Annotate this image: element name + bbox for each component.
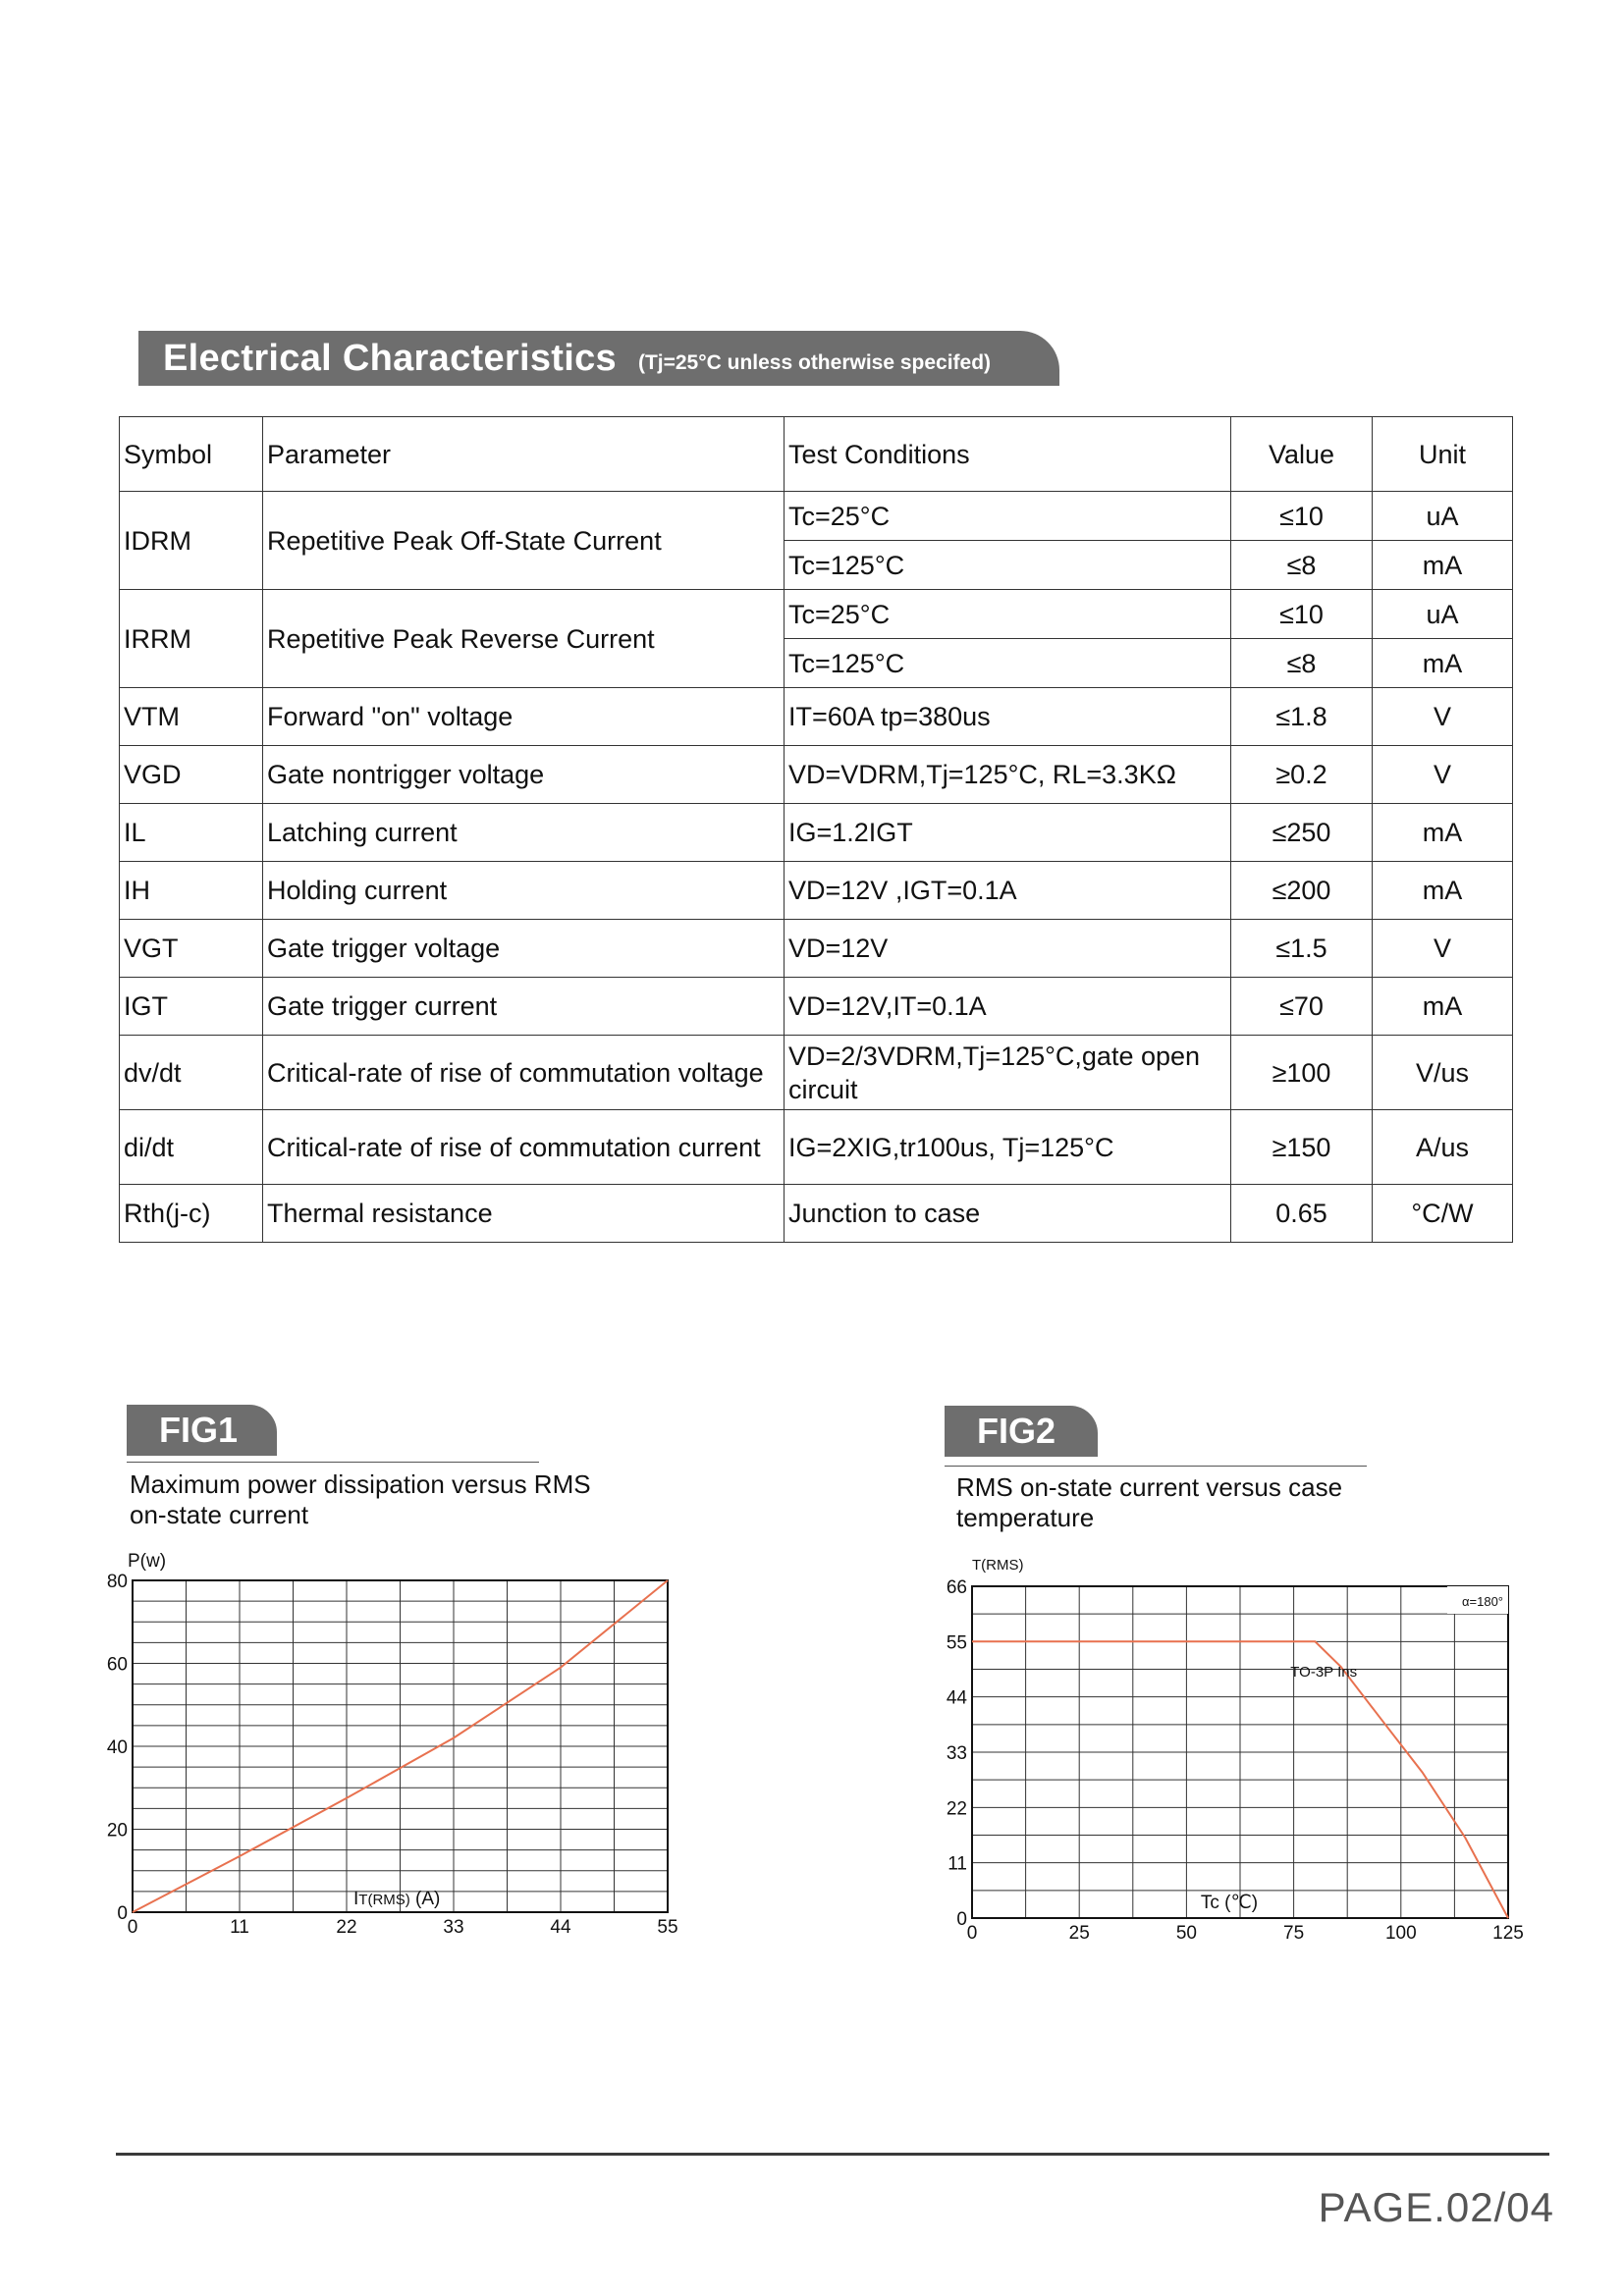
x-tick-label: 55 — [657, 1917, 678, 1938]
parameter-cell: Holding current — [263, 862, 785, 920]
condition-cell: VD=12V — [785, 920, 1231, 978]
symbol-cell: dv/dt — [120, 1036, 263, 1110]
x-tick-label: 50 — [1175, 1923, 1197, 1944]
condition-cell: VD=VDRM,Tj=125°C, RL=3.3KΩ — [785, 746, 1231, 804]
symbol-cell: VTM — [120, 688, 263, 746]
x-tick-label: 44 — [550, 1917, 571, 1938]
fig2-caption — [956, 1472, 1342, 1533]
fig1-caption-line1: Maximum power dissipation versus RMS — [130, 1469, 591, 1499]
symbol-cell: VGT — [120, 920, 263, 978]
grid — [972, 1586, 1508, 1918]
fig2-caption-line1: RMS on-state current versus case — [956, 1472, 1343, 1502]
condition-cell: VD=12V,IT=0.1A — [785, 978, 1231, 1036]
unit-cell: V — [1373, 688, 1513, 746]
table-row — [120, 1036, 1513, 1110]
column-header: Symbol — [120, 417, 263, 492]
table-row — [120, 590, 1513, 639]
y-tick-label: 20 — [106, 1820, 128, 1842]
condition-cell: IT=60A tp=380us — [785, 688, 1231, 746]
page-number: PAGE.02/04 — [1318, 2184, 1554, 2230]
value-cell: ≤70 — [1231, 978, 1373, 1036]
x-tick-label: 22 — [336, 1917, 357, 1938]
unit-cell: mA — [1373, 541, 1513, 590]
fig2-caption-line2: temperature — [956, 1503, 1095, 1532]
table-row — [120, 978, 1513, 1036]
parameter-cell: Critical-rate of rise of commutation voltage — [263, 1036, 785, 1110]
symbol-cell: IL — [120, 804, 263, 862]
table-row — [120, 920, 1513, 978]
condition-cell: VD=12V ,IGT=0.1A — [785, 862, 1231, 920]
y-tick-label: 40 — [106, 1737, 128, 1758]
column-header: Test Conditions — [785, 417, 1231, 492]
footer-divider — [116, 2153, 1549, 2156]
x-tick-label: 25 — [1068, 1923, 1090, 1944]
y-tick-label: 80 — [106, 1572, 128, 1592]
unit-cell: uA — [1373, 590, 1513, 639]
table-row — [120, 492, 1513, 541]
column-header: Value — [1231, 417, 1373, 492]
condition-cell: VD=2/3VDRM,Tj=125°C,gate open circuit — [785, 1036, 1231, 1110]
unit-cell: V — [1373, 746, 1513, 804]
grid — [133, 1580, 668, 1912]
x-tick-label: 125 — [1492, 1923, 1524, 1944]
symbol-cell: di/dt — [120, 1110, 263, 1185]
table-row — [120, 688, 1513, 746]
unit-cell: °C/W — [1373, 1185, 1513, 1243]
table-header-row — [120, 417, 1513, 492]
value-cell: ≤8 — [1231, 639, 1373, 688]
legend-label: α=180° — [1462, 1594, 1503, 1609]
y-tick-label: 22 — [946, 1798, 967, 1820]
symbol-cell: IH — [120, 862, 263, 920]
fig1-caption — [130, 1469, 591, 1530]
series-annotation: TO-3P Ins — [1290, 1664, 1358, 1682]
unit-cell: A/us — [1373, 1110, 1513, 1185]
x-tick-label: 100 — [1384, 1923, 1417, 1944]
condition-cell: Tc=25°C — [785, 590, 1231, 639]
value-cell: ≤10 — [1231, 492, 1373, 541]
electrical-characteristics-table — [119, 416, 1513, 1243]
y-tick-label: 0 — [117, 1903, 128, 1924]
value-cell: ≤1.8 — [1231, 688, 1373, 746]
fig1-tab: FIG1 — [127, 1405, 277, 1456]
section-title: Electrical Characteristics — [163, 337, 617, 379]
fig1-divider — [127, 1462, 539, 1463]
y-tick-label: 60 — [106, 1654, 128, 1676]
x-tick-label: 0 — [127, 1917, 138, 1938]
unit-cell: mA — [1373, 978, 1513, 1036]
parameter-cell: Gate nontrigger voltage — [263, 746, 785, 804]
fig2-chart — [923, 1536, 1532, 1949]
symbol-cell: IGT — [120, 978, 263, 1036]
y-tick-label: 33 — [946, 1743, 967, 1764]
section-subtitle: (Tj=25°C unless otherwise specifed) — [637, 351, 992, 374]
fig2-tab: FIG2 — [945, 1406, 1098, 1457]
parameter-cell: Critical-rate of rise of commutation current — [263, 1110, 785, 1185]
x-tick-label: 75 — [1283, 1923, 1305, 1944]
condition-cell: IG=2XIG,tr100us, Tj=125°C — [785, 1110, 1231, 1185]
y-tick-label: 44 — [946, 1687, 967, 1709]
value-cell: 0.65 — [1231, 1185, 1373, 1243]
condition-cell: Junction to case — [785, 1185, 1231, 1243]
y-tick-label: 66 — [946, 1577, 967, 1598]
condition-cell: Tc=125°C — [785, 541, 1231, 590]
unit-cell: mA — [1373, 639, 1513, 688]
parameter-cell: Latching current — [263, 804, 785, 862]
x-axis-label — [353, 1889, 440, 1909]
table-row — [120, 862, 1513, 920]
x-axis-label: Tc (℃) — [1200, 1893, 1259, 1913]
value-cell: ≤8 — [1231, 541, 1373, 590]
parameter-cell: Gate trigger current — [263, 978, 785, 1036]
parameter-cell: Repetitive Peak Off-State Current — [263, 492, 785, 590]
fig2-divider — [945, 1466, 1367, 1467]
x-tick-label: 33 — [443, 1917, 464, 1938]
value-cell: ≥150 — [1231, 1110, 1373, 1185]
unit-cell: V — [1373, 920, 1513, 978]
y-tick-label: 55 — [946, 1632, 967, 1654]
symbol-cell: Rth(j-c) — [120, 1185, 263, 1243]
x-axis-label-sub: T(RMS) — [358, 1892, 410, 1908]
fig1-caption-line2: on-state current — [130, 1500, 309, 1529]
y-axis-label: P(w) — [128, 1551, 167, 1572]
section-header — [138, 331, 1059, 386]
y-tick-label: 11 — [947, 1853, 967, 1875]
parameter-cell: Repetitive Peak Reverse Current — [263, 590, 785, 688]
condition-cell: Tc=125°C — [785, 639, 1231, 688]
fig1-chart — [88, 1531, 697, 1944]
symbol-cell: IRRM — [120, 590, 263, 688]
parameter-cell: Gate trigger voltage — [263, 920, 785, 978]
parameter-cell: Forward "on" voltage — [263, 688, 785, 746]
value-cell: ≤250 — [1231, 804, 1373, 862]
value-cell: ≤1.5 — [1231, 920, 1373, 978]
symbol-cell: IDRM — [120, 492, 263, 590]
table-row — [120, 1110, 1513, 1185]
x-axis-label-main: I — [353, 1889, 359, 1909]
x-axis-label-unit: (A) — [409, 1889, 441, 1909]
condition-cell: Tc=25°C — [785, 492, 1231, 541]
value-cell: ≥100 — [1231, 1036, 1373, 1110]
table-row — [120, 746, 1513, 804]
unit-cell: mA — [1373, 804, 1513, 862]
x-tick-label: 11 — [230, 1917, 249, 1938]
y-axis-label: T(RMS) — [972, 1557, 1024, 1574]
y-tick-label: 0 — [956, 1909, 967, 1930]
value-cell: ≤10 — [1231, 590, 1373, 639]
column-header: Parameter — [263, 417, 785, 492]
table-row — [120, 1185, 1513, 1243]
value-cell: ≤200 — [1231, 862, 1373, 920]
table-row — [120, 804, 1513, 862]
unit-cell: uA — [1373, 492, 1513, 541]
unit-cell: V/us — [1373, 1036, 1513, 1110]
condition-cell: IG=1.2IGT — [785, 804, 1231, 862]
parameter-cell: Thermal resistance — [263, 1185, 785, 1243]
column-header: Unit — [1373, 417, 1513, 492]
unit-cell: mA — [1373, 862, 1513, 920]
x-tick-label: 0 — [966, 1923, 978, 1944]
symbol-cell: VGD — [120, 746, 263, 804]
value-cell: ≥0.2 — [1231, 746, 1373, 804]
